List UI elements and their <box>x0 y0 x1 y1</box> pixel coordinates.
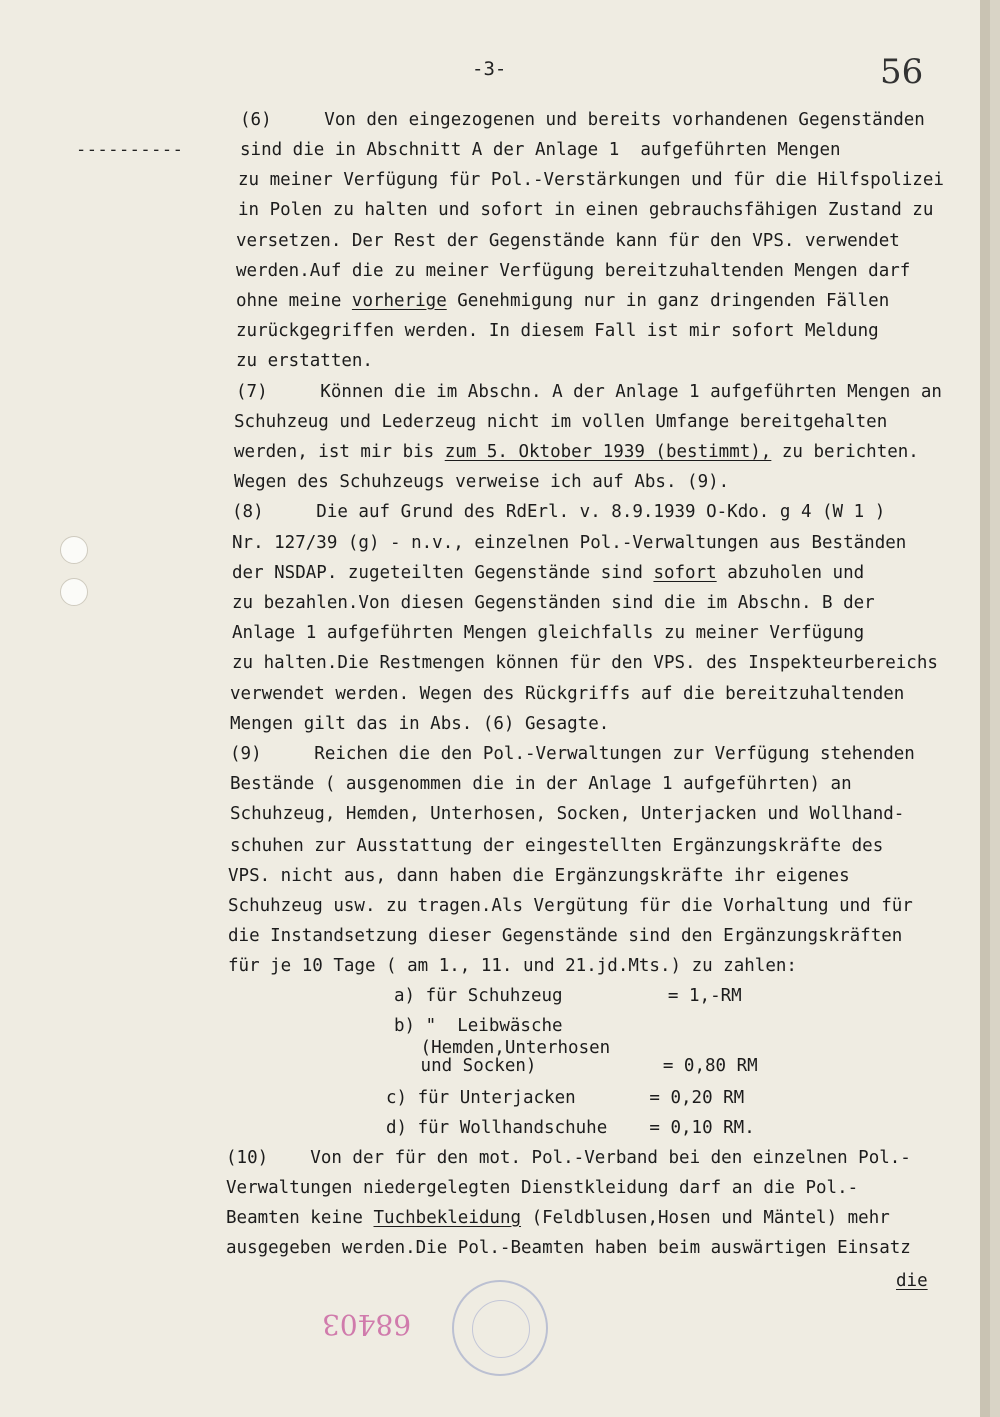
text-line <box>234 414 887 432</box>
text-line <box>234 474 729 492</box>
text-segment: zu berichten. <box>771 442 919 462</box>
text-line <box>238 172 944 190</box>
text-segment: schuhen zur Ausstattung der eingestellten Ergänzungskräfte des <box>230 836 884 856</box>
text-segment: die Instandsetzung dieser Gegenstände sind den Ergänzungskräften <box>228 926 903 946</box>
text-segment: (8) Die auf Grund des RdErl. v. 8.9.1939 O-Kdo. g 4 (W 1 ) <box>232 502 886 522</box>
archive-seal-inner <box>472 1300 530 1358</box>
margin-mark: ---------- <box>76 140 184 160</box>
text-line <box>896 1273 928 1291</box>
underlined-text: die <box>896 1271 928 1291</box>
text-line <box>236 293 889 311</box>
text-segment: zu halten.Die Restmengen können für den VPS. des Inspekteurbereichs <box>232 653 938 673</box>
text-line <box>394 988 742 1006</box>
text-line <box>226 1210 890 1228</box>
archive-seal <box>452 1280 548 1376</box>
punch-hole <box>60 578 88 606</box>
text-line <box>386 1090 744 1108</box>
underlined-text: vorherige <box>351 291 447 311</box>
text-line <box>232 504 885 522</box>
text-segment: Verwaltungen niedergelegten Dienstkleidung darf an die Pol.- <box>226 1178 859 1198</box>
text-segment: VPS. nicht aus, dann haben die Ergänzungskräfte ihr eigenes <box>228 866 850 886</box>
text-segment: Mengen gilt das in Abs. (6) Gesagte. <box>230 714 610 734</box>
stamp-number: 68403 <box>322 1308 412 1341</box>
text-line <box>228 928 902 946</box>
text-line <box>240 112 925 130</box>
text-segment: (7) Können die im Abschn. A der Anlage 1 aufgeführten Mengen an <box>236 382 942 402</box>
text-line <box>234 444 919 462</box>
folio-number: 56 <box>880 52 924 92</box>
page-number: -3- <box>472 58 507 80</box>
text-segment: Beamten keine <box>226 1208 374 1228</box>
text-segment: b) " Leibwäsche <box>394 1016 563 1036</box>
text-line <box>232 595 875 613</box>
text-line <box>240 142 841 160</box>
text-line <box>236 233 900 251</box>
text-line <box>228 868 850 886</box>
text-line <box>232 565 864 583</box>
text-segment: Bestände ( ausgenommen die in der Anlage 1 aufgeführten) an <box>230 774 852 794</box>
text-line <box>410 1040 610 1058</box>
text-segment: abzuholen und <box>716 563 865 583</box>
text-segment: a) für Schuhzeug = 1,-RM <box>394 986 742 1006</box>
text-segment: (10) Von der für den mot. Pol.-Verband bei den einzelnen Pol.- <box>226 1148 911 1168</box>
text-segment: Genehmigung nur in ganz dringenden Fällen <box>446 291 890 311</box>
text-segment: zurückgegriffen werden. In diesem Fall ist mir sofort Meldung <box>236 321 879 341</box>
text-line <box>238 202 933 220</box>
text-line <box>228 958 797 976</box>
text-segment: sind die in Abschnitt A der Anlage 1 aufgeführten Mengen <box>240 140 841 160</box>
text-segment: und Socken) = 0,80 RM <box>410 1056 758 1076</box>
underlined-text: sofort <box>653 563 717 583</box>
text-line <box>394 1018 563 1036</box>
text-segment: ohne meine <box>236 291 352 311</box>
text-line <box>236 323 879 341</box>
text-segment: Schuhzeug und Lederzeug nicht im vollen Umfange bereitgehalten <box>234 412 888 432</box>
text-line <box>230 686 904 704</box>
text-line <box>386 1120 755 1138</box>
text-segment: Nr. 127/39 (g) - n.v., einzelnen Pol.-Verwaltungen aus Beständen <box>232 533 907 553</box>
text-segment: zu meiner Verfügung für Pol.-Verstärkungen und für die Hilfspolizei <box>238 170 944 190</box>
text-segment: zu erstatten. <box>236 351 373 371</box>
text-segment: werden, ist mir bis <box>234 442 445 462</box>
text-line <box>236 353 373 371</box>
text-segment: (Hemden,Unterhosen <box>410 1038 611 1058</box>
text-segment: der NSDAP. zugeteilten Gegenstände sind <box>232 563 654 583</box>
text-segment: (Feldblusen,Hosen und Mäntel) mehr <box>521 1208 890 1228</box>
text-line <box>230 746 915 764</box>
text-line <box>232 625 864 643</box>
text-segment: für je 10 Tage ( am 1., 11. und 21.jd.Mts.) zu zahlen: <box>228 956 797 976</box>
punch-hole <box>60 536 88 564</box>
page-edge <box>980 0 990 1417</box>
text-segment: Anlage 1 aufgeführten Mengen gleichfalls zu meiner Verfügung <box>232 623 865 643</box>
text-segment: in Polen zu halten und sofort in einen gebrauchsfähigen Zustand zu <box>238 200 934 220</box>
text-line <box>236 384 942 402</box>
underlined-text: Tuchbekleidung <box>373 1208 522 1228</box>
text-segment: c) für Unterjacken = 0,20 RM <box>386 1088 745 1108</box>
text-line <box>226 1150 911 1168</box>
text-line <box>410 1058 758 1076</box>
text-segment: Schuhzeug usw. zu tragen.Als Vergütung für die Vorhaltung und für <box>228 896 913 916</box>
text-line <box>230 838 883 856</box>
text-line <box>230 716 609 734</box>
text-line <box>226 1180 858 1198</box>
text-segment: werden.Auf die zu meiner Verfügung bereitzuhaltenden Mengen darf <box>236 261 911 281</box>
text-line <box>232 535 906 553</box>
underlined-text: zum 5. Oktober 1939 (bestimmt), <box>444 442 772 462</box>
text-line <box>230 806 904 824</box>
text-line <box>236 263 910 281</box>
text-segment: (9) Reichen die den Pol.-Verwaltungen zur Verfügung stehenden <box>230 744 915 764</box>
text-line <box>226 1240 911 1258</box>
text-line <box>232 655 938 673</box>
text-segment: verwendet werden. Wegen des Rückgriffs auf die bereitzuhaltenden <box>230 684 905 704</box>
text-segment: d) für Wollhandschuhe = 0,10 RM. <box>386 1118 755 1138</box>
text-segment: Schuhzeug, Hemden, Unterhosen, Socken, Unterjacken und Wollhand- <box>230 804 905 824</box>
text-segment: (6) Von den eingezogenen und bereits vorhandenen Gegenständen <box>240 110 925 130</box>
text-segment: ausgegeben werden.Die Pol.-Beamten haben beim auswärtigen Einsatz <box>226 1238 911 1258</box>
text-segment: zu bezahlen.Von diesen Gegenständen sind die im Abschn. B der <box>232 593 875 613</box>
text-line <box>230 776 852 794</box>
text-line <box>228 898 913 916</box>
text-segment: versetzen. Der Rest der Gegenstände kann für den VPS. verwendet <box>236 231 900 251</box>
text-segment: Wegen des Schuhzeugs verweise ich auf Abs. (9). <box>234 472 730 492</box>
